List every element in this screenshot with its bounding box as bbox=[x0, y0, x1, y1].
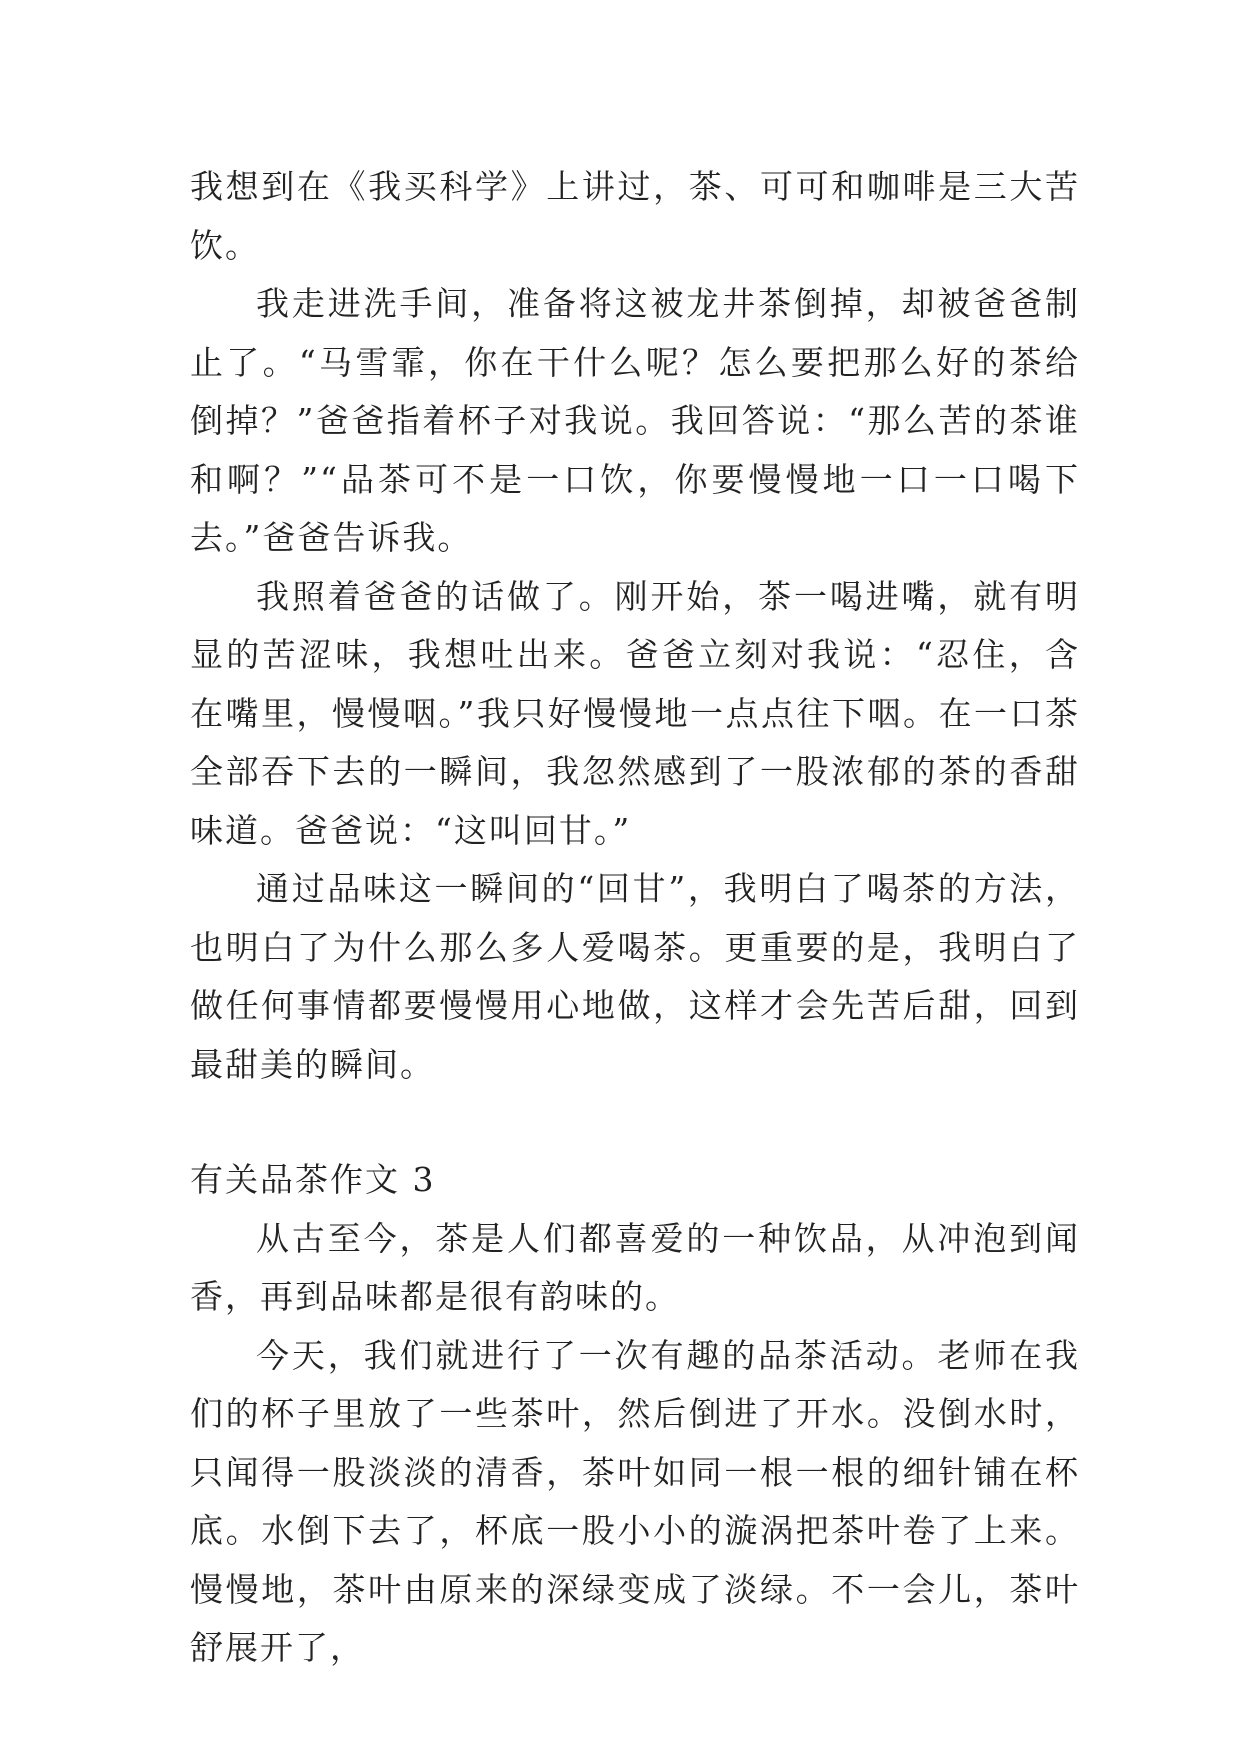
essay-heading: 有关品茶作文 3 bbox=[190, 1160, 436, 1199]
paragraph-continuation: 我想到在《我买科学》上讲过，茶、可可和咖啡是三大苦饮。 bbox=[190, 167, 1080, 265]
paragraph-activity: 今天，我们就进行了一次有趣的品茶活动。老师在我们的杯子里放了一些茶叶，然后倒进了开水。没倒水时，只闻得一股淡淡的清香，茶叶如同一根一根的细针铺在杯底。水倒下去了，杯底一股小小的漩涡把茶叶卷了上来。慢慢地，茶叶由原来的深绿变成了淡绿。不一会儿，茶叶舒展开了， bbox=[190, 1335, 1080, 1667]
paragraph-washroom: 我走进洗手间，准备将这被龙井茶倒掉，却被爸爸制止了。“马雪霏，你在干什么呢？怎么要把那么好的茶给倒掉？”爸爸指着杯子对我说。我回答说：“那么苦的茶谁和啊？”“品茶可不是一口饮，你要慢慢地一口一口喝下去。”爸爸告诉我。 bbox=[190, 284, 1080, 557]
paragraph-tasting: 我照着爸爸的话做了。刚开始，茶一喝进嘴，就有明显的苦涩味，我想吐出来。爸爸立刻对我说：“忍住，含在嘴里，慢慢咽。”我只好慢慢地一点点往下咽。在一口茶全部吞下去的一瞬间，我忽然感到了一股浓郁的茶的香甜味道。爸爸说：“这叫回甘。” bbox=[190, 576, 1080, 850]
document-body bbox=[190, 158, 1080, 1678]
paragraph-conclusion: 通过品味这一瞬间的“回甘”，我明白了喝茶的方法，也明白了为什么那么多人爱喝茶。更重要的是，我明白了做任何事情都要慢慢用心地做，这样才会先苦后甜，回到最甜美的瞬间。 bbox=[190, 869, 1080, 1084]
paragraph-intro: 从古至今，茶是人们都喜爱的一种饮品，从冲泡到闻香，再到品味都是很有韵味的。 bbox=[190, 1218, 1080, 1316]
